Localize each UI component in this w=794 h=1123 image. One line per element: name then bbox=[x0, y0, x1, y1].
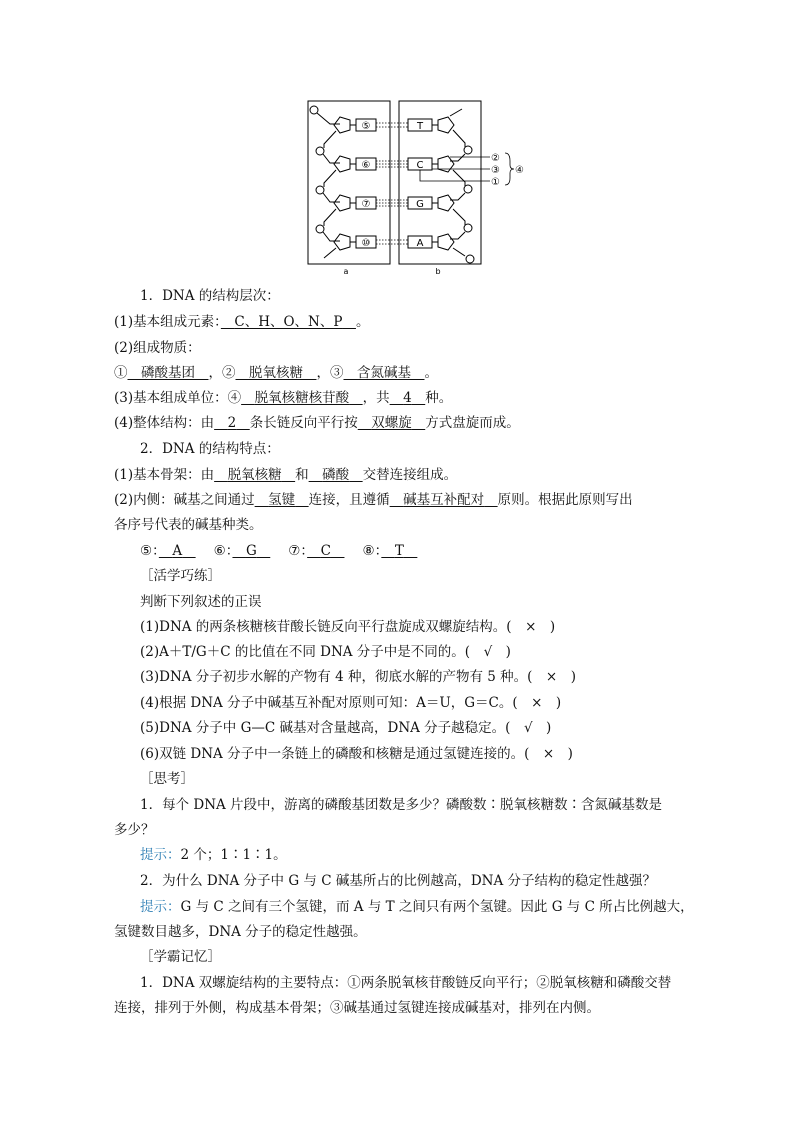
memory-title: ［学霸记忆］ bbox=[140, 949, 221, 965]
s1-heading: 1．DNA 的结构层次： bbox=[140, 288, 280, 304]
practice-item: (5)DNA 分子中 G—C 碱基对含量越高，DNA 分子越稳定。( √ ) bbox=[140, 720, 552, 736]
fill-6-answer: G bbox=[245, 543, 257, 559]
fill-6-label: ⑥： bbox=[213, 543, 233, 559]
practice-item: (4)根据 DNA 分子中碱基互补配对原则可知：A＝U，G＝C。( × ) bbox=[140, 695, 562, 711]
s2-l1-ans-sugar: 脱氧核糖 bbox=[227, 467, 282, 483]
s1-l4-mid: ，共 bbox=[362, 390, 390, 406]
s2-l1-ans-phosphate: 磷酸 bbox=[322, 467, 350, 483]
s2-l2-post: 原则。根据此原则写出 bbox=[497, 492, 633, 508]
base-label-b-4: A bbox=[416, 238, 424, 249]
practice-item: (3)DNA 分子初步水解的产物有 4 种，彻底水解的产物有 5 种。( × ) bbox=[140, 669, 576, 685]
s1-l4-ans-count: 4 bbox=[403, 390, 412, 406]
think-a2-text: G 与 C 之间有三个氢键，而 A 与 T 之间只有两个氢键。因此 G 与 C 所占比例越大， bbox=[180, 899, 694, 915]
think-a1 bbox=[140, 846, 287, 864]
s1-l3-ans-phosphate: 磷酸基团 bbox=[141, 365, 195, 381]
practice-item: (1)DNA 的两条核糖核苷酸长链反向平行盘旋成双螺旋结构。( × ) bbox=[140, 619, 556, 635]
strand-b-backbone bbox=[432, 109, 474, 263]
s2-l2-ans-pairing: 碱基互补配对 bbox=[403, 492, 485, 508]
base-label-a-3: ⑦ bbox=[361, 199, 371, 210]
s1-l5-post: 方式盘旋而成。 bbox=[425, 415, 520, 431]
s2-line-backbone bbox=[114, 466, 457, 484]
s2-l1-pre: (1)基本骨架：由 bbox=[114, 467, 215, 483]
s2-line-continued: 各序号代表的碱基种类。 bbox=[114, 517, 263, 533]
s1-l3-p1: ① bbox=[114, 365, 128, 381]
s1-l3-p4: 。 bbox=[424, 365, 438, 381]
s2-l2-mid: 连接，且遵循 bbox=[308, 492, 390, 508]
callout-4: ④ bbox=[515, 165, 524, 176]
s1-l5-pre: (4)整体结构：由 bbox=[114, 415, 215, 431]
base-label-a-2: ⑥ bbox=[361, 160, 371, 171]
fill-8-label: ⑧： bbox=[362, 543, 382, 559]
s2-l1-mid: 和 bbox=[295, 467, 309, 483]
practice-item: (6)双链 DNA 分子中一条链上的磷酸和核糖是通过氢键连接的。( × ) bbox=[140, 746, 573, 762]
s1-line-elements bbox=[114, 313, 369, 331]
s2-l2-pre: (2)内侧：碱基之间通过 bbox=[114, 492, 255, 508]
caption-a: a bbox=[343, 267, 349, 276]
s1-line-substances: (2)组成物质： bbox=[114, 340, 201, 356]
callout-2: ② bbox=[491, 153, 500, 164]
s2-l2-ans-bond: 氢键 bbox=[268, 492, 296, 508]
s2-base-fill-row bbox=[140, 542, 417, 560]
memory-line-2: 连接，排列于外侧，构成基本骨架；③碱基通过氢键连接成碱基对，排列在内侧。 bbox=[114, 1000, 600, 1016]
base-label-a-4: ⑩ bbox=[361, 238, 371, 249]
s1-l3-p3: ，③ bbox=[316, 365, 344, 381]
fill-5-answer: A bbox=[172, 543, 183, 559]
strand-a-backbone bbox=[310, 106, 356, 258]
practice-title: ［活学巧练］ bbox=[140, 568, 221, 584]
think-a2 bbox=[140, 898, 694, 916]
s1-l4-pre: (3)基本组成单位：④ bbox=[114, 390, 242, 406]
hint-label: 提示： bbox=[140, 847, 181, 863]
s1-l5-mid: 条长链反向平行按 bbox=[249, 415, 358, 431]
s1-l3-ans-deoxyribose: 脱氧核糖 bbox=[249, 365, 303, 381]
think-q2: 2．为什么 DNA 分子中 G 与 C 碱基所占的比例越高，DNA 分子结构的稳定性越强？ bbox=[140, 873, 657, 889]
s1-l5-ans-chains: 2 bbox=[227, 415, 237, 431]
think-q1-continued: 多少？ bbox=[114, 822, 155, 838]
fill-7-label: ⑦： bbox=[288, 543, 308, 559]
fill-8-answer: T bbox=[394, 543, 404, 559]
caption-b: b bbox=[435, 267, 441, 276]
fill-5-label: ⑤： bbox=[140, 543, 159, 559]
s1-l4-post: 种。 bbox=[425, 390, 453, 406]
bases-strand-b bbox=[408, 119, 432, 249]
s1-l5-ans-helix: 双螺旋 bbox=[371, 415, 412, 431]
s2-heading: 2．DNA 的结构特点： bbox=[140, 441, 280, 457]
fill-7-answer: C bbox=[320, 543, 331, 559]
practice-intro: 判断下列叙述的正误 bbox=[140, 594, 262, 610]
s1-l1-pre: (1)基本组成元素： bbox=[114, 314, 221, 330]
memory-line-1: 1．DNA 双螺旋结构的主要特点：①两条脱氧核苷酸链反向平行；②脱氧核糖和磷酸交替 bbox=[140, 975, 672, 991]
s1-l1-post: 。 bbox=[355, 314, 370, 330]
callout-1: ① bbox=[491, 177, 500, 188]
s1-line-components bbox=[114, 364, 438, 382]
callout-3: ③ bbox=[491, 165, 500, 176]
s2-line-inner bbox=[114, 491, 633, 509]
think-q1: 1．每个 DNA 片段中，游离的磷酸基团数是多少？磷酸数∶脱氧核糖数∶含氮碱基数是 bbox=[140, 797, 663, 813]
hint-label: 提示： bbox=[140, 899, 181, 915]
base-label-a-1: ⑤ bbox=[361, 121, 371, 132]
s1-line-unit bbox=[114, 389, 452, 407]
base-label-b-1: T bbox=[416, 121, 424, 132]
think-a1-text: 2 个；1∶1∶1。 bbox=[180, 847, 287, 863]
bases-strand-a bbox=[356, 119, 376, 249]
s1-l3-p2: ，② bbox=[208, 365, 236, 381]
s1-l3-ans-base: 含氮碱基 bbox=[357, 365, 411, 381]
s1-l1-answer: C、H、O、N、P bbox=[234, 314, 343, 330]
think-a2-continued: 氢键数目越多，DNA 分子的稳定性越强。 bbox=[114, 924, 367, 940]
base-label-b-2: C bbox=[416, 160, 424, 171]
practice-item: (2)A＋T/G＋C 的比值在不同 DNA 分子中是不同的。( √ ) bbox=[140, 644, 511, 660]
base-label-b-3: G bbox=[416, 199, 424, 210]
strand-a-frame bbox=[308, 101, 390, 264]
think-title: ［思考］ bbox=[140, 771, 194, 787]
dna-structure-diagram bbox=[300, 98, 530, 278]
s1-l4-ans-unit: 脱氧核糖核苷酸 bbox=[254, 390, 350, 406]
hydrogen-bonds bbox=[376, 123, 408, 244]
s2-l1-post: 交替连接组成。 bbox=[362, 467, 458, 483]
s1-line-overall bbox=[114, 414, 520, 432]
